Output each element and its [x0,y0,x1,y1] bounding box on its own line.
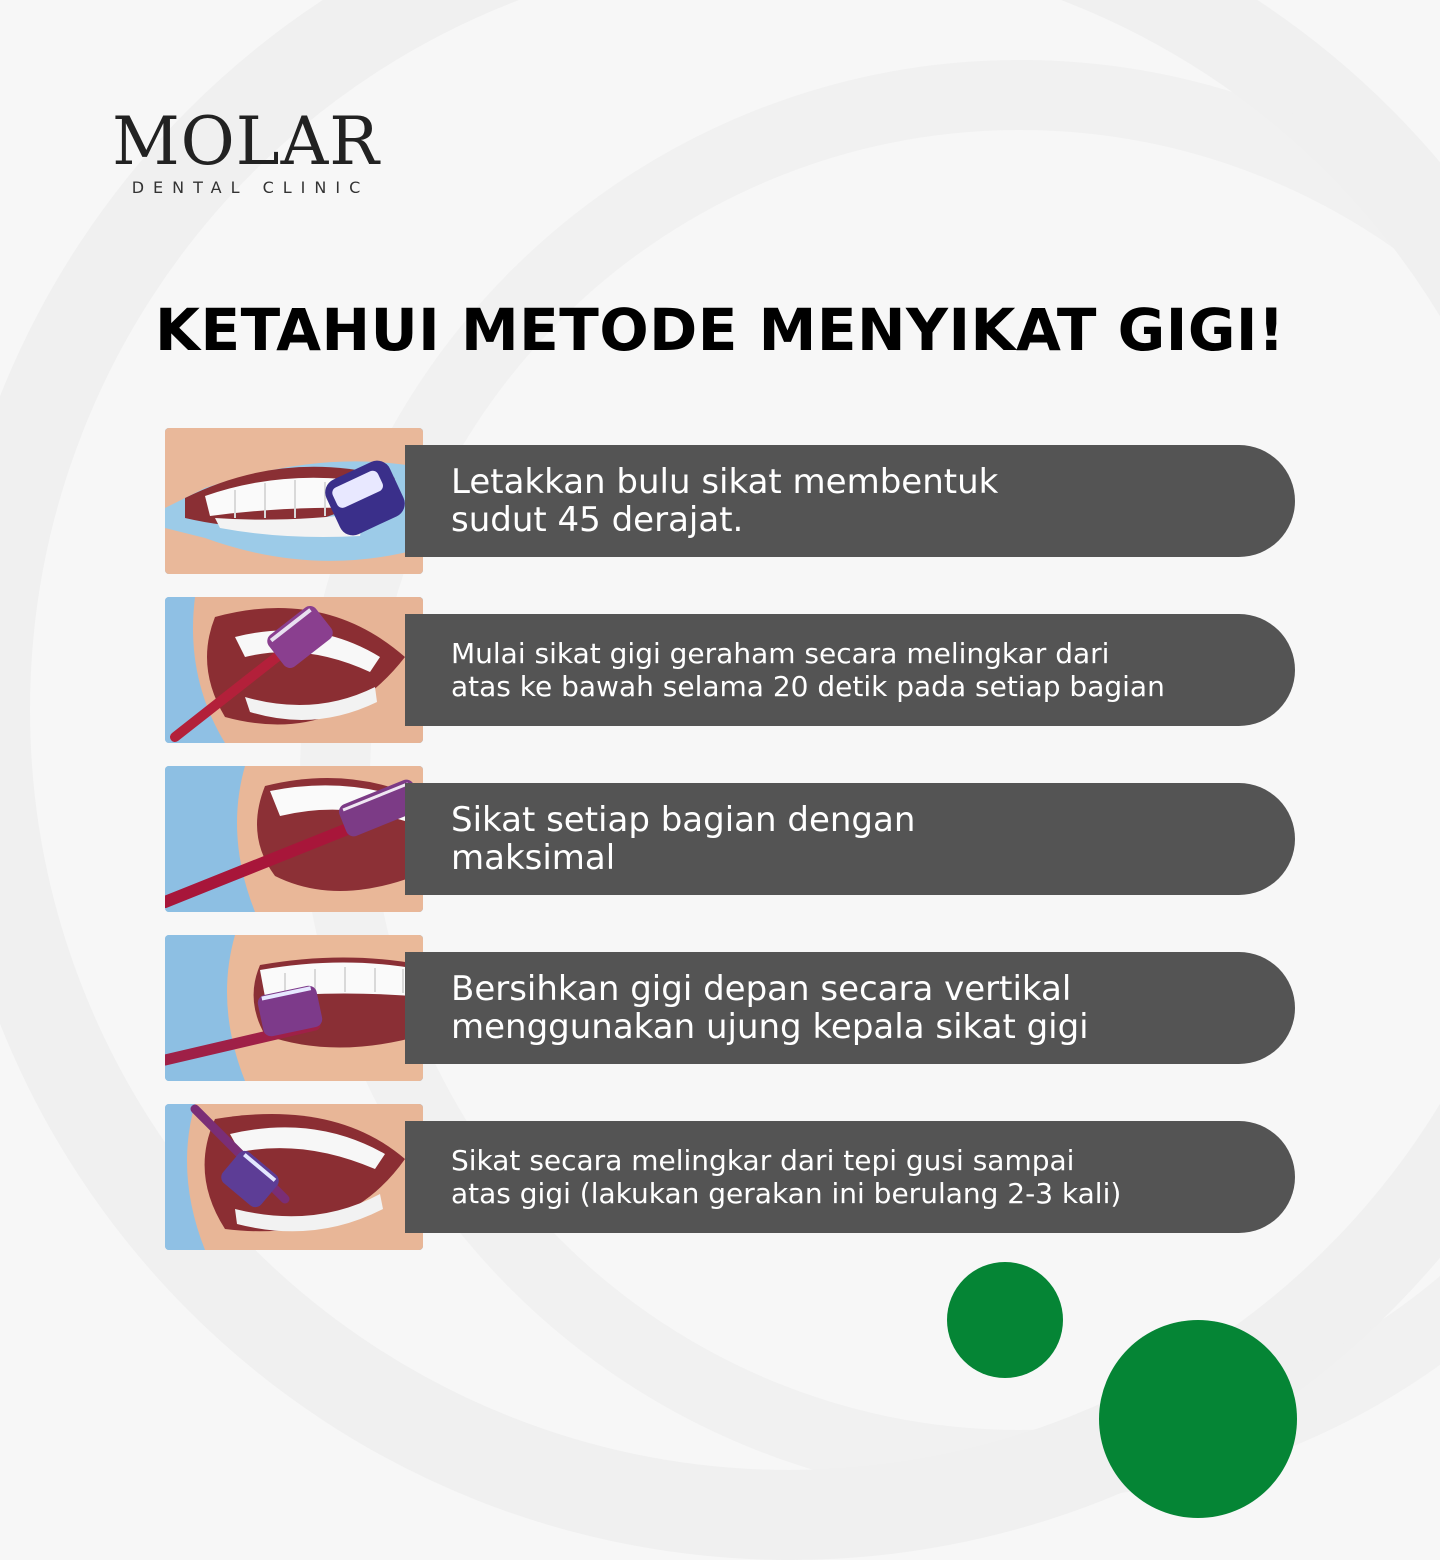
page-title: KETAHUI METODE MENYIKAT GIGI! [155,296,1285,364]
step-3 [165,766,1295,914]
step-4-text-pill [405,952,1295,1064]
step-3-illustration [165,766,423,912]
clinic-logo [96,104,396,197]
step-5-text-pill [405,1121,1295,1233]
step-2 [165,597,1295,745]
step-1-text: Letakkan bulu sikat membentuk sudut 45 derajat. [451,462,999,540]
step-2-illustration [165,597,423,743]
logo-subtitle: DENTAL CLINIC [131,178,370,197]
step-5-illustration [165,1104,423,1250]
step-4-illustration [165,935,423,1081]
decorative-green-circle-large [1099,1320,1297,1518]
step-1 [165,428,1295,576]
step-1-text-pill [405,445,1295,557]
step-4 [165,935,1295,1083]
step-4-text: Bersihkan gigi depan secara vertikal menggunakan ujung kepala sikat gigi [451,969,1089,1047]
step-2-text: Mulai sikat gigi geraham secara melingkar dari atas ke bawah selama 20 detik pada setiap bagian [451,637,1165,703]
step-5-text: Sikat secara melingkar dari tepi gusi sampai atas gigi (lakukan gerakan ini berulang 2-3 kali) [451,1144,1122,1210]
logo-wordmark: MOLAR [112,103,380,180]
decorative-green-circle-small [947,1262,1063,1378]
step-2-text-pill [405,614,1295,726]
step-5 [165,1104,1295,1252]
step-1-illustration [165,428,423,574]
step-3-text-pill [405,783,1295,895]
step-3-text: Sikat setiap bagian dengan maksimal [451,800,916,878]
